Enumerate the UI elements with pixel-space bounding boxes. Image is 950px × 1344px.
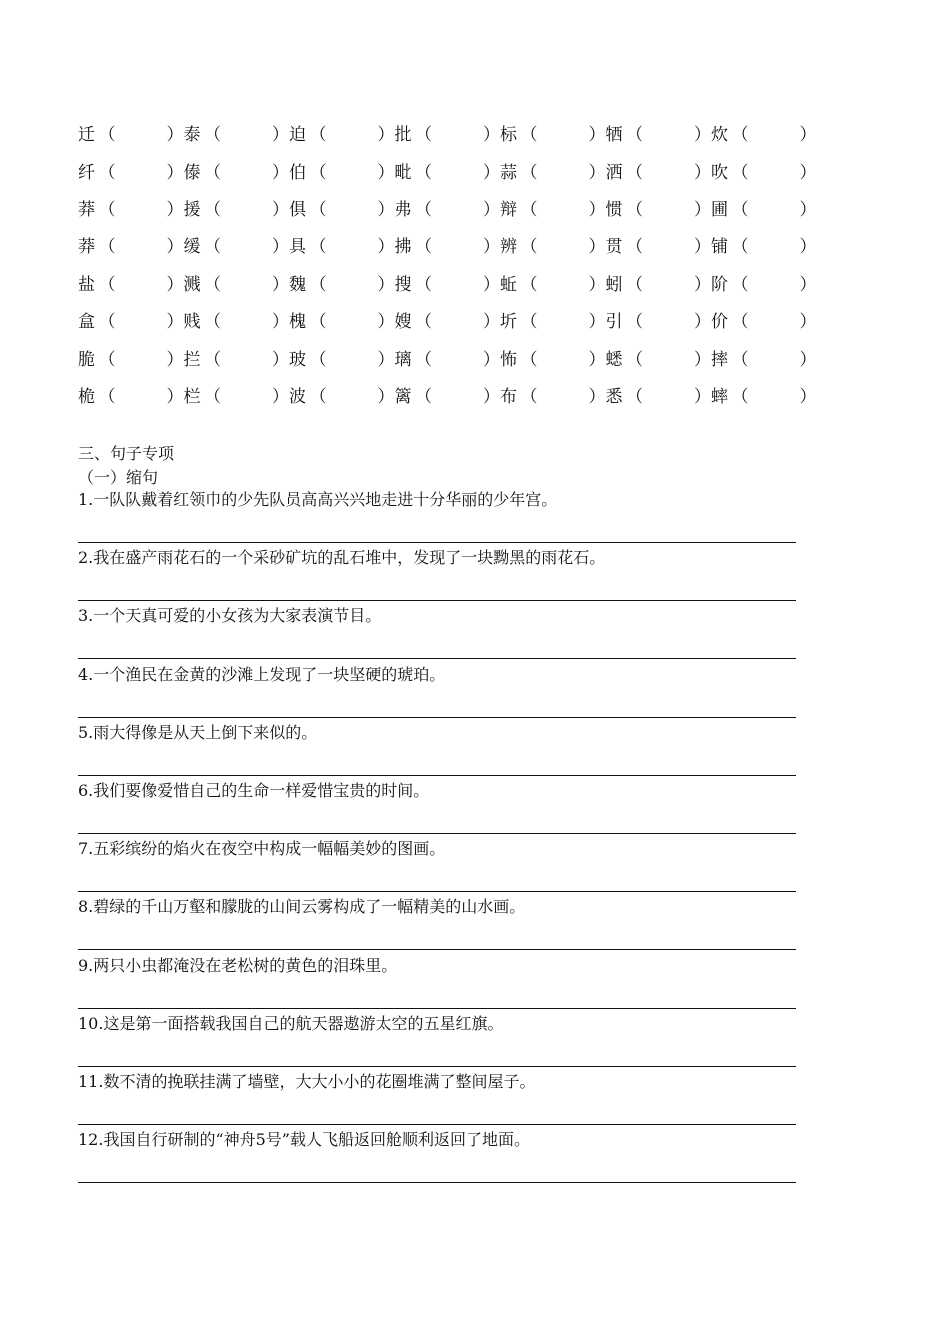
sentence-item	[78, 721, 796, 779]
character: 惯	[605, 199, 623, 220]
sentence-text: 7.五彩缤纷的焰火在夜空中构成一幅幅美妙的图画。	[78, 839, 446, 859]
grid-cell	[395, 232, 501, 257]
fill-in-blank[interactable]: （ ）	[731, 199, 817, 220]
grid-cell	[606, 158, 712, 183]
grid-cell	[500, 270, 606, 295]
fill-in-blank[interactable]: （ ）	[731, 349, 817, 370]
sentence-item	[78, 1128, 796, 1186]
fill-in-blank[interactable]: （ ）	[98, 386, 184, 407]
sentence-item	[78, 1012, 796, 1070]
fill-in-blank[interactable]: （ ）	[520, 125, 606, 146]
fill-in-blank[interactable]: （ ）	[520, 349, 606, 370]
character: 摔	[711, 349, 728, 370]
fill-in-blank[interactable]: （ ）	[309, 274, 395, 295]
character: 洒	[605, 162, 623, 183]
answer-line[interactable]	[78, 949, 796, 950]
fill-in-blank[interactable]: （ ）	[731, 125, 817, 146]
character: 炊	[711, 125, 728, 146]
character: 盐	[78, 274, 95, 295]
sentence-text: 3.一个天真可爱的小女孩为大家表演节目。	[78, 606, 382, 626]
sentence-text: 8.碧绿的千山万壑和朦胧的山间云雾构成了一幅精美的山水画。	[78, 897, 526, 917]
grid-cell	[289, 345, 395, 370]
character: 圃	[711, 199, 728, 220]
character: 拦	[183, 349, 201, 370]
character: 蒜	[500, 162, 517, 183]
sentence-item	[78, 663, 796, 721]
grid-cell	[500, 382, 606, 407]
answer-line[interactable]	[78, 658, 796, 659]
character: 伯	[289, 162, 306, 183]
character: 具	[289, 237, 306, 258]
grid-cell	[395, 382, 501, 407]
character: 搜	[394, 274, 412, 295]
fill-in-blank[interactable]: （ ）	[415, 237, 500, 258]
answer-line[interactable]	[78, 717, 796, 718]
grid-cell	[289, 270, 395, 295]
character: 蚯	[500, 274, 517, 295]
grid-cell	[711, 382, 817, 407]
character: 辨	[500, 237, 517, 258]
character: 弗	[394, 199, 412, 220]
fill-in-blank[interactable]: （ ）	[204, 199, 289, 220]
grid-cell	[711, 232, 817, 257]
character: 批	[394, 125, 412, 146]
grid-cell	[289, 307, 395, 332]
sentence-text: 10.这是第一面搭载我国自己的航天器遨游太空的五星红旗。	[78, 1013, 504, 1033]
grid-cell	[711, 120, 817, 145]
character: 俱	[289, 199, 306, 220]
fill-in-blank[interactable]: （ ）	[415, 199, 500, 220]
sentence-text: 11.数不清的挽联挂满了墙壁，大大小小的花圈堆满了整间屋子。	[78, 1071, 536, 1091]
character: 蚓	[605, 274, 623, 295]
character: 拂	[394, 237, 412, 258]
character: 牺	[605, 125, 623, 146]
grid-cell	[606, 232, 712, 257]
fill-in-blank[interactable]: （ ）	[520, 199, 606, 220]
fill-in-blank[interactable]: （ ）	[204, 386, 289, 407]
grid-cell	[289, 232, 395, 257]
character: 价	[711, 312, 728, 333]
grid-cell	[289, 120, 395, 145]
grid-cell	[395, 195, 501, 220]
fill-in-blank[interactable]: （ ）	[204, 312, 289, 333]
grid-cell	[606, 307, 712, 332]
grid-cell	[395, 307, 501, 332]
sentence-item	[78, 954, 796, 1012]
character: 槐	[289, 312, 306, 333]
fill-in-blank[interactable]: （ ）	[204, 274, 289, 295]
grid-cell	[395, 345, 501, 370]
fill-in-blank[interactable]: （ ）	[520, 312, 606, 333]
grid-cell	[78, 307, 184, 332]
fill-in-blank[interactable]: （ ）	[98, 237, 184, 258]
character: 悉	[605, 386, 623, 407]
character: 圻	[500, 312, 517, 333]
character: 贱	[183, 312, 201, 333]
fill-in-blank[interactable]: （ ）	[626, 237, 711, 258]
sentence-text: 5.雨大得像是从天上倒下来似的。	[78, 722, 318, 742]
grid-cell	[78, 270, 184, 295]
character: 援	[183, 199, 201, 220]
character: 迫	[289, 125, 306, 146]
fill-in-blank[interactable]: （ ）	[731, 312, 817, 333]
fill-in-blank[interactable]: （ ）	[520, 237, 606, 258]
grid-cell	[78, 345, 184, 370]
grid-row	[78, 264, 818, 301]
fill-in-blank[interactable]: （ ）	[309, 386, 395, 407]
grid-cell	[184, 232, 290, 257]
answer-line[interactable]	[78, 775, 796, 776]
fill-in-blank[interactable]: （ ）	[626, 125, 711, 146]
character: 莽	[78, 199, 95, 220]
fill-in-blank[interactable]: （ ）	[731, 237, 817, 258]
grid-cell	[395, 158, 501, 183]
fill-in-blank[interactable]: （ ）	[204, 349, 289, 370]
fill-in-blank[interactable]: （ ）	[520, 386, 606, 407]
character: 蟀	[711, 386, 728, 407]
character: 毗	[394, 162, 412, 183]
fill-in-blank[interactable]: （ ）	[98, 274, 184, 295]
character: 嫂	[394, 312, 412, 333]
grid-cell	[606, 270, 712, 295]
fill-in-blank[interactable]: （ ）	[731, 274, 817, 295]
fill-in-blank[interactable]: （ ）	[309, 237, 395, 258]
grid-cell	[78, 120, 184, 145]
grid-cell	[711, 158, 817, 183]
character: 缓	[183, 237, 201, 258]
grid-cell	[184, 270, 290, 295]
sentence-item	[78, 604, 796, 662]
grid-cell	[606, 120, 712, 145]
fill-in-blank[interactable]: （ ）	[415, 162, 500, 183]
grid-row	[78, 301, 818, 338]
character: 阶	[711, 274, 728, 295]
fill-in-blank[interactable]: （ ）	[731, 162, 817, 183]
character: 引	[605, 312, 623, 333]
character: 盒	[78, 312, 95, 333]
character: 栏	[183, 386, 201, 407]
fill-in-blank[interactable]: （ ）	[626, 199, 711, 220]
grid-cell	[184, 158, 290, 183]
subsection-title: （一）缩句	[78, 468, 159, 487]
fill-in-blank[interactable]: （ ）	[415, 125, 500, 146]
fill-in-blank[interactable]: （ ）	[626, 386, 711, 407]
sentence-item	[78, 546, 796, 604]
grid-cell	[606, 345, 712, 370]
grid-cell	[289, 195, 395, 220]
grid-cell	[500, 307, 606, 332]
fill-in-blank[interactable]: （ ）	[309, 162, 395, 183]
character: 泰	[183, 125, 201, 146]
grid-row	[78, 114, 818, 151]
fill-in-blank[interactable]: （ ）	[626, 312, 711, 333]
character: 迁	[78, 125, 95, 146]
grid-row	[78, 189, 818, 226]
character-annotation-grid	[78, 114, 818, 413]
character: 桅	[78, 386, 95, 407]
character: 魏	[289, 274, 306, 295]
character: 脆	[78, 349, 95, 370]
character: 璃	[394, 349, 412, 370]
character: 铺	[711, 237, 728, 258]
grid-cell	[184, 382, 290, 407]
fill-in-blank[interactable]: （ ）	[626, 349, 711, 370]
grid-row	[78, 226, 818, 263]
grid-row	[78, 338, 818, 375]
grid-cell	[395, 270, 501, 295]
answer-line[interactable]	[78, 542, 796, 543]
fill-in-blank[interactable]: （ ）	[520, 274, 606, 295]
answer-line[interactable]	[78, 1008, 796, 1009]
character: 纤	[78, 162, 95, 183]
fill-in-blank[interactable]: （ ）	[626, 274, 711, 295]
grid-cell	[711, 270, 817, 295]
character: 溅	[183, 274, 201, 295]
grid-cell	[711, 345, 817, 370]
fill-in-blank[interactable]: （ ）	[309, 349, 395, 370]
character: 蟋	[605, 349, 623, 370]
fill-in-blank[interactable]: （ ）	[415, 386, 500, 407]
character: 莽	[78, 237, 95, 258]
grid-cell	[395, 120, 501, 145]
grid-cell	[711, 307, 817, 332]
fill-in-blank[interactable]: （ ）	[204, 162, 289, 183]
sentence-text: 4.一个渔民在金黄的沙滩上发现了一块坚硬的琥珀。	[78, 664, 446, 684]
answer-line[interactable]	[78, 1124, 796, 1125]
grid-cell	[606, 382, 712, 407]
fill-in-blank[interactable]: （ ）	[309, 199, 395, 220]
sentence-list	[78, 488, 796, 1186]
fill-in-blank[interactable]: （ ）	[98, 349, 184, 370]
character: 标	[500, 125, 517, 146]
fill-in-blank[interactable]: （ ）	[626, 162, 711, 183]
sentence-item	[78, 488, 796, 546]
character: 玻	[289, 349, 306, 370]
fill-in-blank[interactable]: （ ）	[204, 237, 289, 258]
grid-cell	[289, 382, 395, 407]
character: 傣	[183, 162, 201, 183]
grid-cell	[500, 158, 606, 183]
character: 辩	[500, 199, 517, 220]
character: 怖	[500, 349, 517, 370]
grid-cell	[78, 158, 184, 183]
fill-in-blank[interactable]: （ ）	[309, 312, 395, 333]
answer-line[interactable]	[78, 833, 796, 834]
answer-line[interactable]	[78, 1066, 796, 1067]
grid-cell	[500, 345, 606, 370]
grid-cell	[78, 232, 184, 257]
grid-cell	[184, 345, 290, 370]
fill-in-blank[interactable]: （ ）	[204, 125, 289, 146]
sentence-item	[78, 1070, 796, 1128]
grid-cell	[500, 120, 606, 145]
section-title: 三、句子专项	[78, 444, 175, 463]
sentence-text: 1.一队队戴着红领巾的少先队员高高兴兴地走进十分华丽的少年宫。	[78, 490, 558, 509]
grid-cell	[184, 307, 290, 332]
fill-in-blank[interactable]: （ ）	[98, 162, 184, 183]
grid-cell	[289, 158, 395, 183]
answer-line[interactable]	[78, 891, 796, 892]
answer-line[interactable]	[78, 600, 796, 601]
grid-cell	[606, 195, 712, 220]
character: 波	[289, 386, 306, 407]
character: 吹	[711, 162, 728, 183]
fill-in-blank[interactable]: （ ）	[98, 125, 184, 146]
character: 篱	[394, 386, 412, 407]
fill-in-blank[interactable]: （ ）	[98, 199, 184, 220]
answer-line[interactable]	[78, 1182, 796, 1183]
fill-in-blank[interactable]: （ ）	[415, 274, 500, 295]
fill-in-blank[interactable]: （ ）	[415, 312, 500, 333]
grid-row	[78, 151, 818, 188]
sentence-text: 9.两只小虫都淹没在老松树的黄色的泪珠里。	[78, 955, 398, 975]
grid-cell	[78, 382, 184, 407]
fill-in-blank[interactable]: （ ）	[520, 162, 606, 183]
sentence-item	[78, 837, 796, 895]
grid-cell	[78, 195, 184, 220]
sentence-text: 6.我们要像爱惜自己的生命一样爱惜宝贵的时间。	[78, 780, 430, 800]
fill-in-blank[interactable]: （ ）	[415, 349, 500, 370]
character: 贯	[605, 237, 623, 258]
fill-in-blank[interactable]: （ ）	[309, 125, 395, 146]
sentence-item	[78, 779, 796, 837]
grid-cell	[184, 195, 290, 220]
fill-in-blank[interactable]: （ ）	[98, 312, 184, 333]
grid-cell	[184, 120, 290, 145]
grid-cell	[500, 195, 606, 220]
character: 布	[500, 386, 517, 407]
sentence-item	[78, 895, 796, 953]
grid-cell	[711, 195, 817, 220]
sentence-text: 2.我在盛产雨花石的一个采砂矿坑的乱石堆中，发现了一块黝黑的雨花石。	[78, 548, 606, 568]
fill-in-blank[interactable]: （ ）	[731, 386, 817, 407]
grid-cell	[500, 232, 606, 257]
grid-row	[78, 376, 818, 413]
sentence-text: 12.我国自行研制的“神舟5号”载人飞船返回舱顺利返回了地面。	[78, 1130, 530, 1150]
